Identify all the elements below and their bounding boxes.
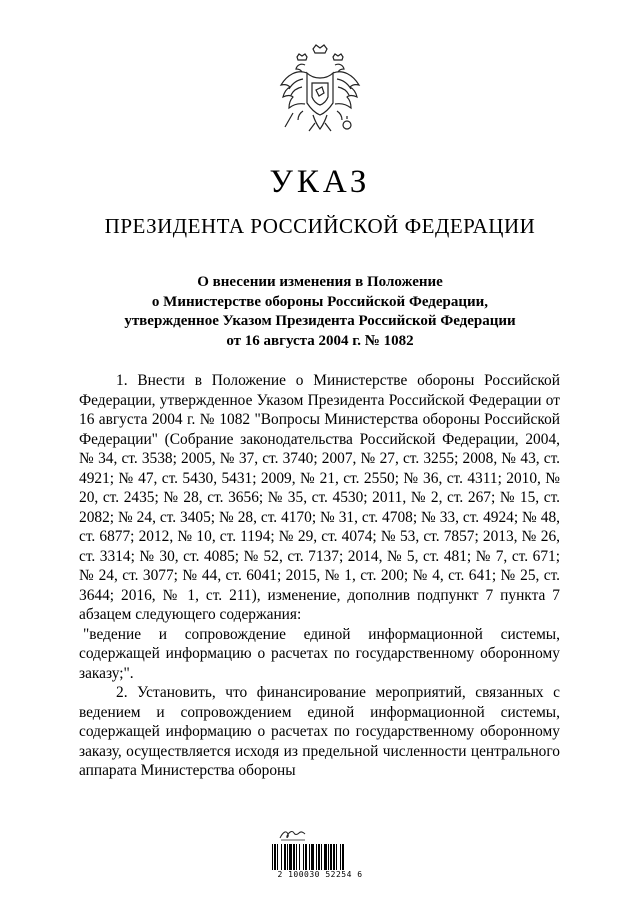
title-line: от 16 августа 2004 г. № 1082 [226, 332, 414, 349]
barcode-icon [270, 844, 370, 870]
title-line: о Министерстве обороны Российской Федерации, [151, 293, 489, 310]
paragraph-quote: "ведение и сопровождение единой информационной системы, содержащей информацию о расчетах по государственному оборонному заказу;". [79, 625, 560, 682]
paragraph-1: 1. Внести в Положение о Министерстве обороны Российской Федерации, утвержденное Указом Президента Российской Федерации от 16 августа 2004 г. № 1082 "Вопросы Министерства обороны Российской Федерации" (Собрание законодательства Российской Федерации, 2004, № 34, ст. 3538; 2005, № 37, ст. 3740; 2007, № 27, ст. 3255; 2008, № 43, ст. 4921; № 47, ст. 5430, 5431; 2009, № 21, ст. 2550; № 36, ст. 4311; 2010, № 20, ст. 2435; № 28, ст. 3656; № 35, ст. 4530; 2011, № 2, ст. 267; № 15, ст. 2082; № 24, ст. 3405; № 28, ст. 4170; № 31, ст. 4708; № 33, ст. 4924; № 48, ст. 6877; 2012, № 10, ст. 1194; № 29, ст. 4074; № 53, ст. 7857; 2013, № 26, ст. 3314; № 30, ст. 4085; № 52, ст. 7137; 2014, № 5, ст. 481; № 7, ст. 671; № 24, ст. 3077; № 44, ст. 6041; 2015, № 1, ст. 200; № 4, ст. 641; № 25, ст. 3644; 2016, № 1, ст. 211), изменение, дополнив подпункт 7 пункта 7 абзацем следующего содержания: [79, 372, 560, 623]
issuer-heading: ПРЕЗИДЕНТА РОССИЙСКОЙ ФЕДЕРАЦИИ [104, 214, 536, 238]
barcode-block [270, 828, 370, 888]
title-line: О внесении изменения в Положение [197, 274, 443, 290]
barcode-number: 2 100030 52254 6 [277, 870, 363, 879]
document-title [90, 273, 550, 351]
document-body [79, 371, 560, 781]
signature-mark-icon [278, 828, 310, 842]
document-type-heading: УКАЗ [269, 164, 371, 200]
title-line: утвержденное Указом Президента Российской Федерации [124, 313, 516, 329]
paragraph-2: 2. Установить, что финансирование мероприятий, связанных с ведением и сопровождением единой информационной системы, содержащей информацию о расчетах по государственному оборонному заказу, осуществляется исходя из предельной численности центрального аппарата Министерства обороны [79, 684, 560, 779]
coat-of-arms-icon [275, 43, 365, 143]
